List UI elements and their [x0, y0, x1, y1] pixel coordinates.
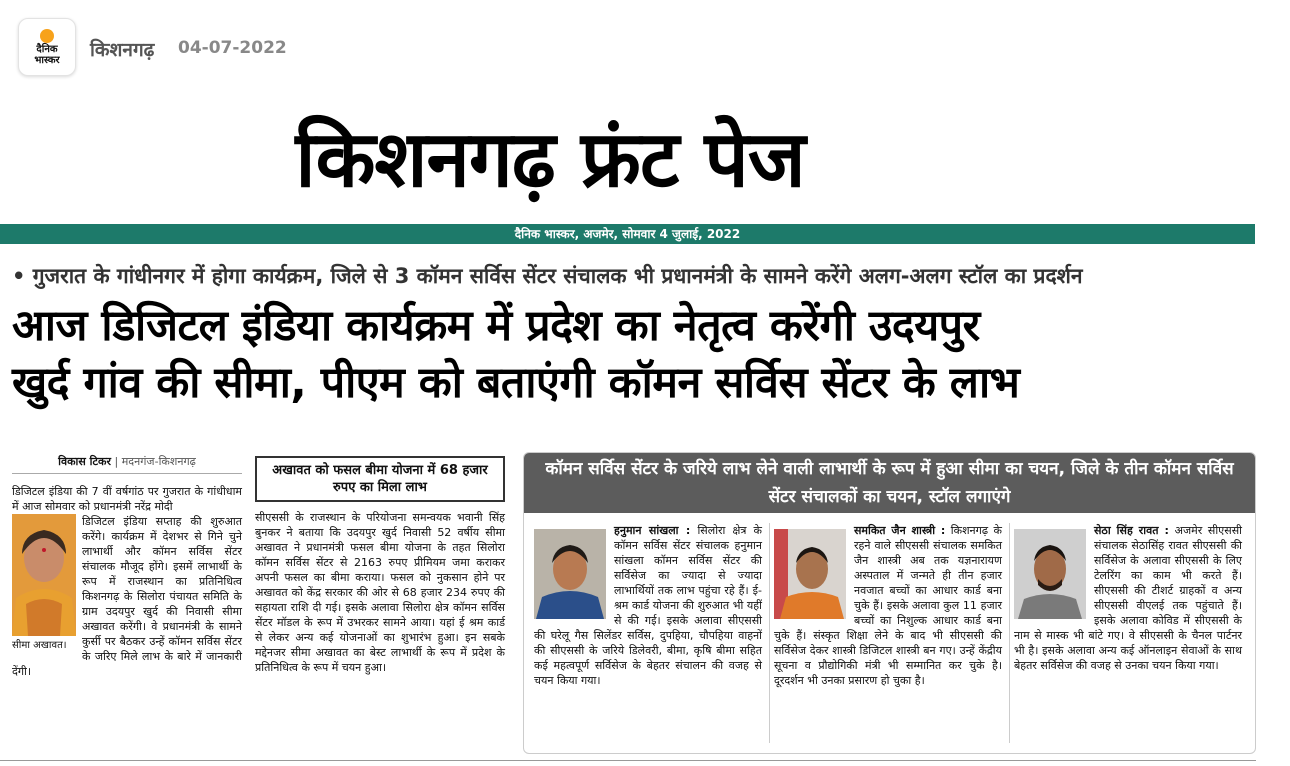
setha-singh-photo: [1014, 529, 1086, 619]
dainik-bhaskar-logo[interactable]: [18, 18, 76, 76]
seema-photo: [12, 514, 76, 654]
edition-name[interactable]: किशनगढ़: [90, 39, 155, 61]
csc-operators-panel: [523, 452, 1256, 754]
headline-line-2: खुर्द गांव की सीमा, पीएम को बताएंगी कॉमन सर्विस सेंटर के लाभ: [12, 358, 1020, 408]
story-headline: [12, 298, 1262, 412]
man-portrait-image: [534, 529, 606, 619]
samkit-photo: [774, 529, 846, 619]
photo-caption: सीमा अखावत।: [12, 640, 67, 651]
man-portrait-image: [774, 529, 846, 619]
app-header: [0, 0, 1290, 98]
story-body: डिजिटल इंडिया सप्ताह की शुरुआत करेंगे। कार्यक्रम में देशभर से गिने चुने लाभार्थी और कॉमन सर्विस सेंटर संचालक मौजूद होंगे। इसमें लाभार्थी के रूप में राजस्थान का प्रतिनिधित्व किशनगढ़ के सिलोरा पंचायत समिति के ग्राम उदयपुर खुर्द की निवासी सीमा अखावत करेंगी। वे प्रधानमंत्री के सामने कुर्सी पर बैठकर उन्हें कॉमन सर्विस सेंटर के जरिए मिले लाभ के बारे में जानकारी देंगी।: [12, 515, 242, 678]
man-portrait-image: [1014, 529, 1086, 619]
byline: [12, 452, 242, 474]
logo-line-1: दैनिक: [36, 43, 58, 55]
logo-line-2: भास्कर: [34, 54, 60, 66]
middle-column: [255, 456, 505, 675]
page-bottom-rule: [0, 760, 1256, 761]
byline-place: | मदनगंज-किशनगढ़: [114, 455, 196, 468]
story-kicker: • गुजरात के गांधीनगर में होगा कार्यक्रम, जिले से 3 कॉमन सर्विस सेंटर संचालक भी प्रधानमंत्री के सामने करेंगे अलग-अलग स्टॉल का प्रदर्शन: [12, 264, 1083, 288]
profile-name: समकित जैन शास्त्री :: [854, 524, 946, 537]
woman-portrait-image: [12, 514, 76, 636]
sidebar-box-title: अखावत को फसल बीमा योजना में 68 हजार रुपए का मिला लाभ: [255, 456, 505, 502]
profile-name: हनुमान सांखला :: [614, 524, 691, 537]
byline-name: विकास टिकर: [58, 455, 112, 468]
profile-text: सिलोरा क्षेत्र के कॉमन सर्विस सेंटर संचालक हनुमान सांखला कॉमन सर्विस सेंटर की सर्विसेज का ज्यादा से ज्यादा लाभार्थियों तक लाभ पहुंचा रहे हैं। ई-श्रम कार्ड योजना की शुरुआत भी यहीं से की गई। इसके अलावा सीएससी की घरेलू गैस सिलेंडर सर्विस, दुपहिया, चौपहिया वाहनों की सीएससी के जरिये डिलेवरी, बीमा, कृषि बीमा सहित कई महत्वपूर्ण सर्विसेज के बेहतर संचालन की वजह से चयन किया गया।: [534, 524, 762, 687]
headline-line-1: आज डिजिटल इंडिया कार्यक्रम में प्रदेश का नेतृत्व करेंगी उदयपुर: [12, 301, 980, 351]
profile-samkit: [774, 523, 1002, 688]
profile-text: अजमेर सीएससी संचालक सेठासिंह रावत सीएससी की सर्विसेज के अलावा सीएससी के लिए टेलरिंग का काम भी करते हैं। सीएससी की टीशर्ट ग्राहकों व अन्य सीएससी वीएलई तक पहुंचाते हैं। इसके अलावा कोविड में सीएससी के नाम से मास्क भी बांटे गए। वे सीएससी के चैनल पार्टनर भी है। इसके अलावा अन्य कई ऑनलाइन सेवाओं के साथ बेहतर सर्विसेज की वजह से उनका चयन किया गया।: [1014, 524, 1242, 672]
hanuman-photo: [534, 529, 606, 619]
profile-setha-singh: [1014, 523, 1242, 688]
profile-hanuman: [534, 523, 762, 688]
profiles: [534, 523, 1245, 688]
panel-title: कॉमन सर्विस सेंटर के जरिये लाभ लेने वाली लाभार्थी के रूप में हुआ सीमा का चयन, जिले के तीन कॉमन सर्विस सेंटर संचालकों का चयन, स्टॉल लगाएंगे: [524, 453, 1255, 513]
profile-name: सेठा सिंह रावत :: [1094, 524, 1169, 537]
dateline-bar: दैनिक भास्कर, अजमेर, सोमवार 4 जुलाई, 2022: [0, 224, 1255, 244]
profile-text: किशनगढ़ के रहने वाले सीएससी संचालक समकित जैन शास्त्री अब तक यज्ञनारायण अस्पताल में जन्मते ही तीन हजार नवजात बच्चों का आधार कार्ड बना चुके हैं। इसके अलावा कुल 11 हजार बच्चों का निशुल्क आधार कार्ड बना चुके हैं। संस्कृत शिक्षा लेने के बाद भी सीएससी की सर्विसेज देकर शास्त्री डिजिटल शास्त्री बन गए। उन्हें केंद्रीय सूचना व प्रौद्योगिकी मंत्री भी सम्मानित कर चुके है। दूरदर्शन भी उनका प्रसारण हो चुका है।: [774, 524, 1002, 687]
story-intro: डिजिटल इंडिया की 7 वीं वर्षगांठ पर गुजरात के गांधीधाम में आज सोमवार को प्रधानमंत्री नरेंद्र मोदी: [12, 485, 242, 513]
sidebar-box-body: सीएससी के राजस्थान के परियोजना समन्वयक भवानी सिंह बुनकर ने बताया कि उदयपुर खुर्द निवासी 52 वर्षीय सीमा अखावत ने प्रधानमंत्री फसल बीमा योजना के तहत सिलोरा कॉमन सर्विस सेंटर से 2163 रुपए प्रीमियम जमा कराकर अपनी फसल का बीमा कराया। फसल को नुकसान होने पर अखावत को केंद्र सरकार की ओर से 68 हजार 234 रुपए की सहायता राशि दी गई। इसके अलावा सिलोरा क्षेत्र कॉमन सर्विस सेंटर मॉडल के रूप में उभरकर सामने आया। यहां ई श्रम कार्ड से लेकर अन्य कई योजनाओं का शुभारंभ हुआ। इन सबके मद्देनजर सीमा अखावत का बेस्ट लाभार्थी के रूप में प्रदेश के प्रतिनिधित्व के रूप में चयन हुआ।: [255, 511, 505, 674]
epaper-page[interactable]: [0, 98, 1290, 766]
edition-date[interactable]: 04-07-2022: [178, 38, 287, 58]
sun-icon: [40, 29, 54, 43]
page-masthead: किशनगढ़ फ्रंट पेज: [295, 115, 805, 205]
left-column: [12, 452, 242, 758]
